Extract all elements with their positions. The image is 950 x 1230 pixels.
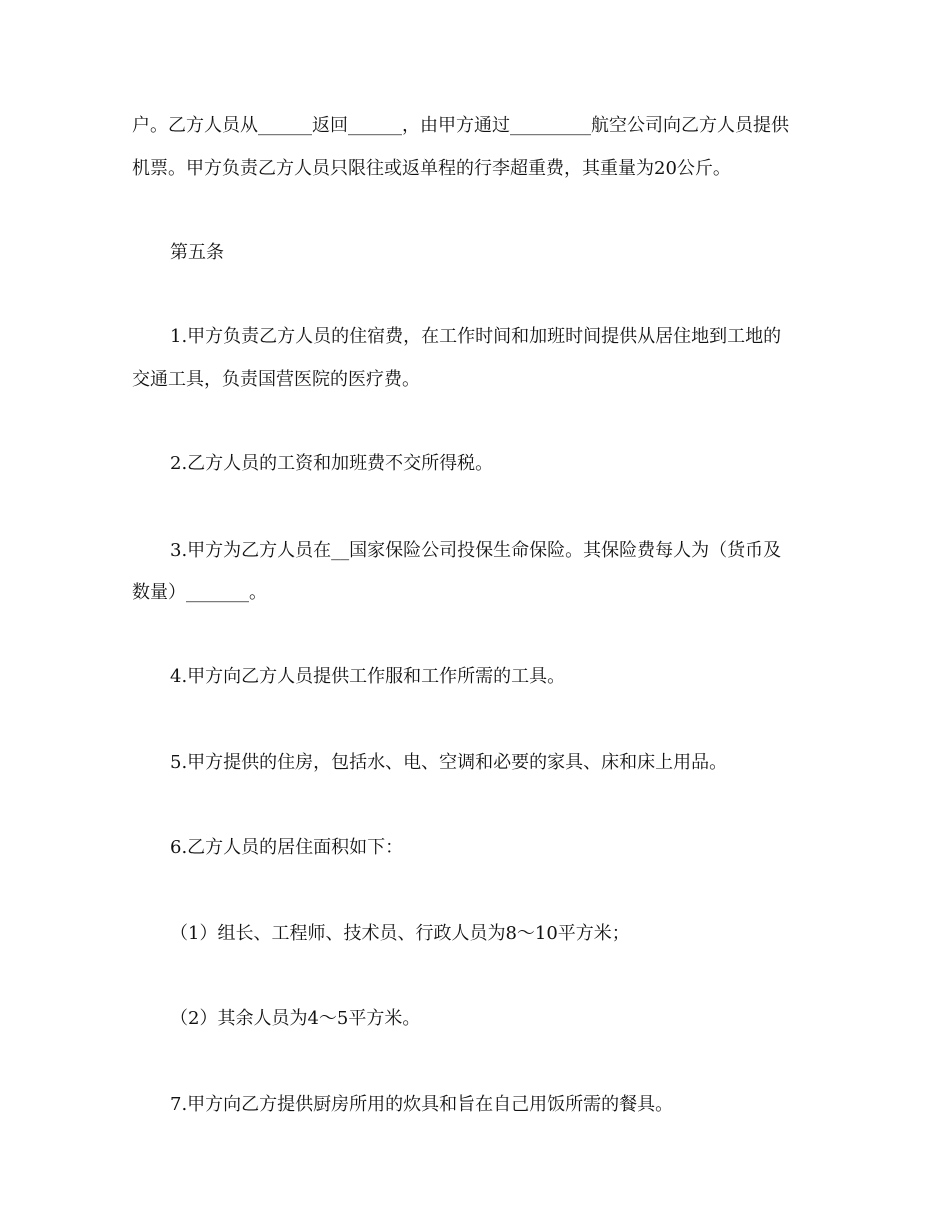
clause-3-line-2: 数量）_______。 [132,582,267,603]
clause-6: 6.乙方人员的居住面积如下： [170,837,404,858]
clause-6-item-2: （2）其余人员为4～5平方米。 [170,1008,421,1029]
clause-5: 5.甲方提供的住房，包括水、电、空调和必要的家具、床和床上用品。 [170,752,728,773]
paragraph-line-1: 户。乙方人员从______返回______，由甲方通过_________航空公司向乙方人员提供 [132,115,789,136]
clause-4: 4.甲方向乙方人员提供工作服和工作所需的工具。 [170,666,566,687]
article-heading: 第五条 [170,242,224,263]
clause-1-line-1: 1.甲方负责乙方人员的住宿费，在工作时间和加班时间提供从居住地到工地的 [170,326,782,347]
clause-2: 2.乙方人员的工资和加班费不交所得税。 [170,453,494,474]
clause-3-line-1: 3.甲方为乙方人员在__国家保险公司投保生命保险。其保险费每人为（货币及 [170,540,782,561]
clause-1-line-2: 交通工具，负责国营医院的医疗费。 [132,369,420,390]
clause-7: 7.甲方向乙方提供厨房所用的炊具和旨在自己用饭所需的餐具。 [170,1094,674,1115]
clause-6-item-1: （1）组长、工程师、技术员、行政人员为8～10平方米； [170,923,630,944]
paragraph-line-2: 机票。甲方负责乙方人员只限往或返单程的行李超重费，其重量为20公斤。 [132,158,731,179]
